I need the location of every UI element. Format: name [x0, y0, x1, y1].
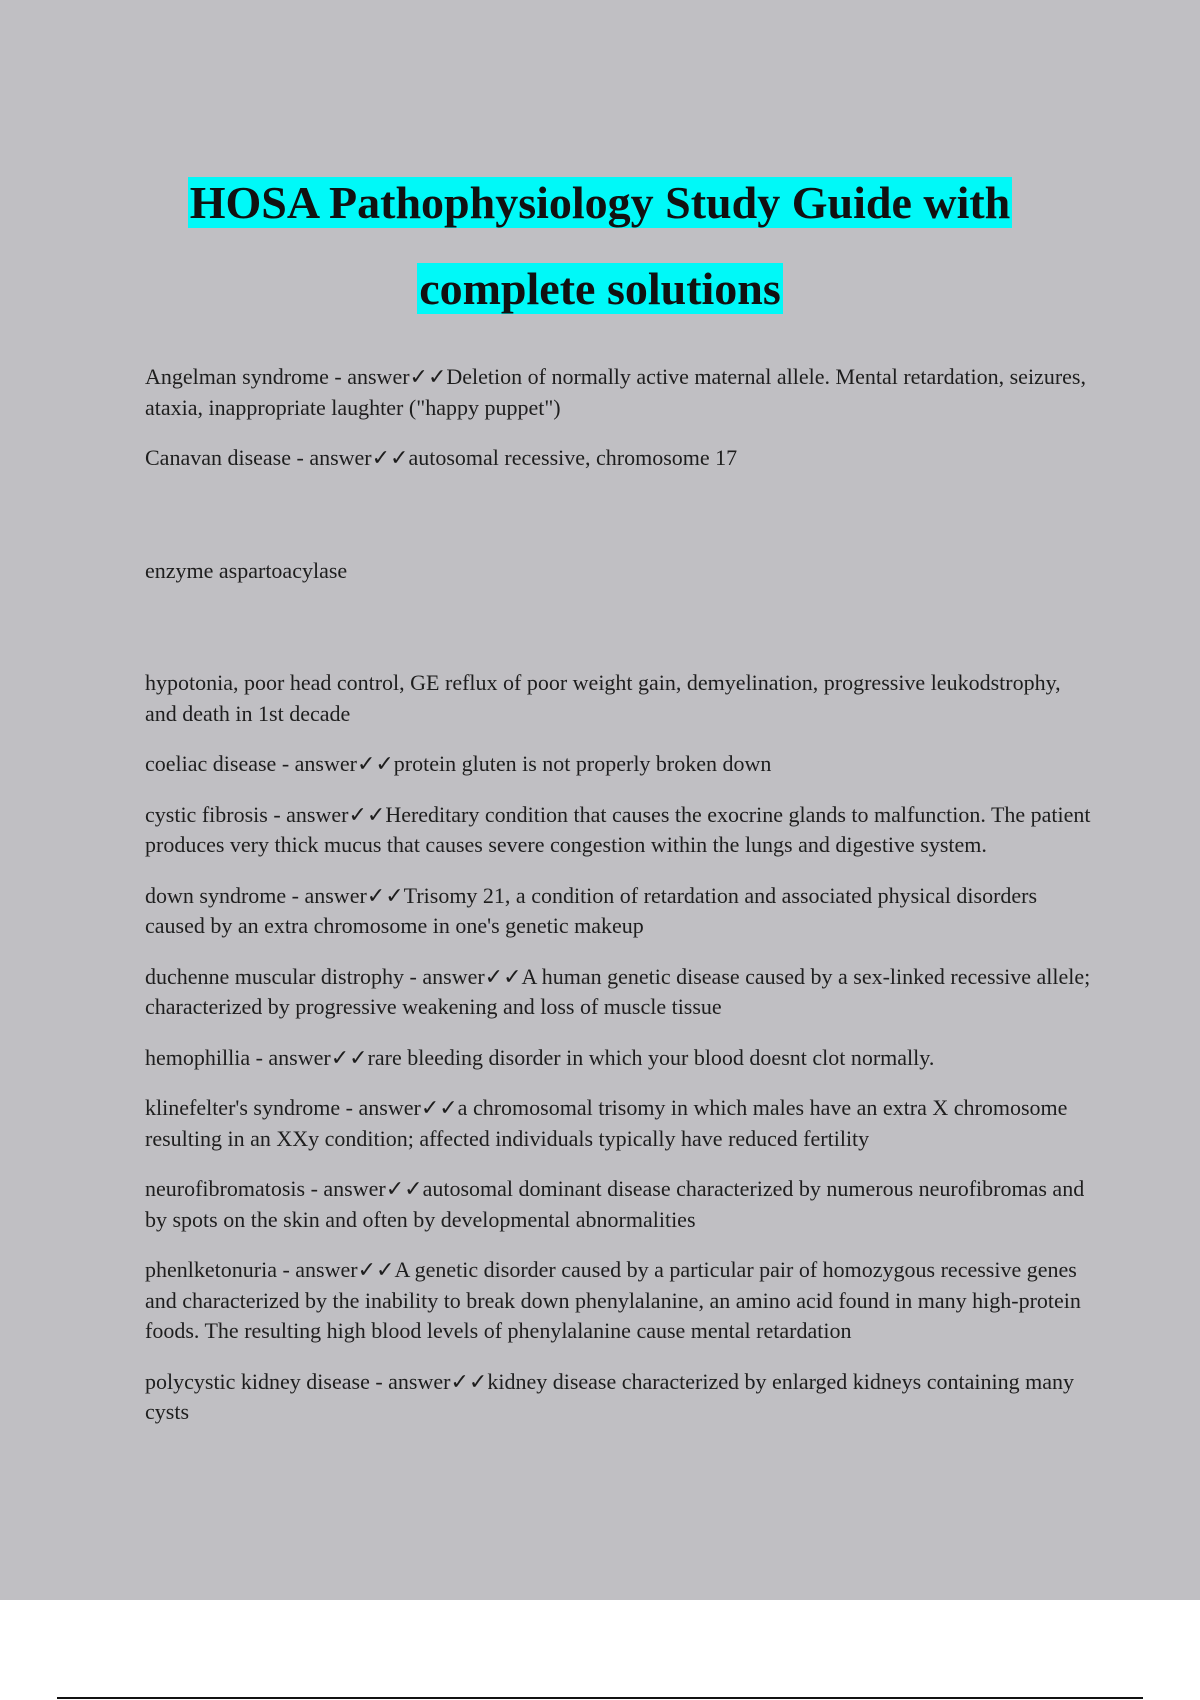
entry-canavan-enzyme: enzyme aspartoacylase [145, 557, 348, 583]
entry-duchenne-muscular-distrophy: duchenne muscular distrophy - answer✓✓A human genetic disease caused by a sex-linked recessive allele; characterized by progressive weakening and loss of muscle tissue [145, 963, 1091, 1019]
spacer [145, 606, 1095, 668]
spacer [145, 494, 1095, 556]
entry-polycystic-kidney-disease: polycystic kidney disease - answer✓✓kidney disease characterized by enlarged kidneys containing many cysts [145, 1368, 1074, 1424]
entry-neurofibromatosis: neurofibromatosis - answer✓✓autosomal dominant disease characterized by numerous neurofibromas and by spots on the skin and often by developmental abnormalities [145, 1176, 1085, 1232]
page-divider [57, 1697, 1143, 1699]
entry-canavan-symptoms: hypotonia, poor head control, GE reflux of poor weight gain, demyelination, progressive leukodstrophy, and death in 1st decade [145, 670, 1061, 726]
title-line-1: HOSA Pathophysiology Study Guide with [189, 177, 1011, 228]
entry-cystic-fibrosis: cystic fibrosis - answer✓✓Hereditary condition that causes the exocrine glands to malfunction. The patient produces very thick mucus that causes severe congestion within the lungs and digestive system. [145, 801, 1091, 857]
entry-klinefelters-syndrome: klinefelter's syndrome - answer✓✓a chromosomal trisomy in which males have an extra X chromosome resulting in an XXy condition; affected individuals typically have reduced fertility [145, 1095, 1068, 1151]
study-entries [145, 362, 1095, 1448]
title-line-2: complete solutions [419, 263, 781, 314]
entry-phenlketonuria: phenlketonuria - answer✓✓A genetic disorder caused by a particular pair of homozygous recessive genes and characterized by the inability to break down phenylalanine, an amino acid found in many high-protein foods. The resulting high blood levels of phenylalanine cause mental retardation [145, 1257, 1081, 1343]
page-title [0, 160, 1200, 332]
entry-canavan-disease: Canavan disease - answer✓✓autosomal recessive, chromosome 17 [145, 445, 738, 470]
entry-hemophillia: hemophillia - answer✓✓rare bleeding disorder in which your blood doesnt clot normally. [145, 1044, 935, 1070]
entry-coeliac-disease: coeliac disease - answer✓✓protein gluten is not properly broken down [145, 751, 772, 776]
entry-angelman-syndrome: Angelman syndrome - answer✓✓Deletion of normally active maternal allele. Mental retardation, seizures, ataxia, inappropriate laughter ("happy puppet") [145, 364, 1086, 420]
entry-down-syndrome: down syndrome - answer✓✓Trisomy 21, a condition of retardation and associated physical disorders caused by an extra chromosome in one's genetic makeup [145, 882, 1038, 938]
